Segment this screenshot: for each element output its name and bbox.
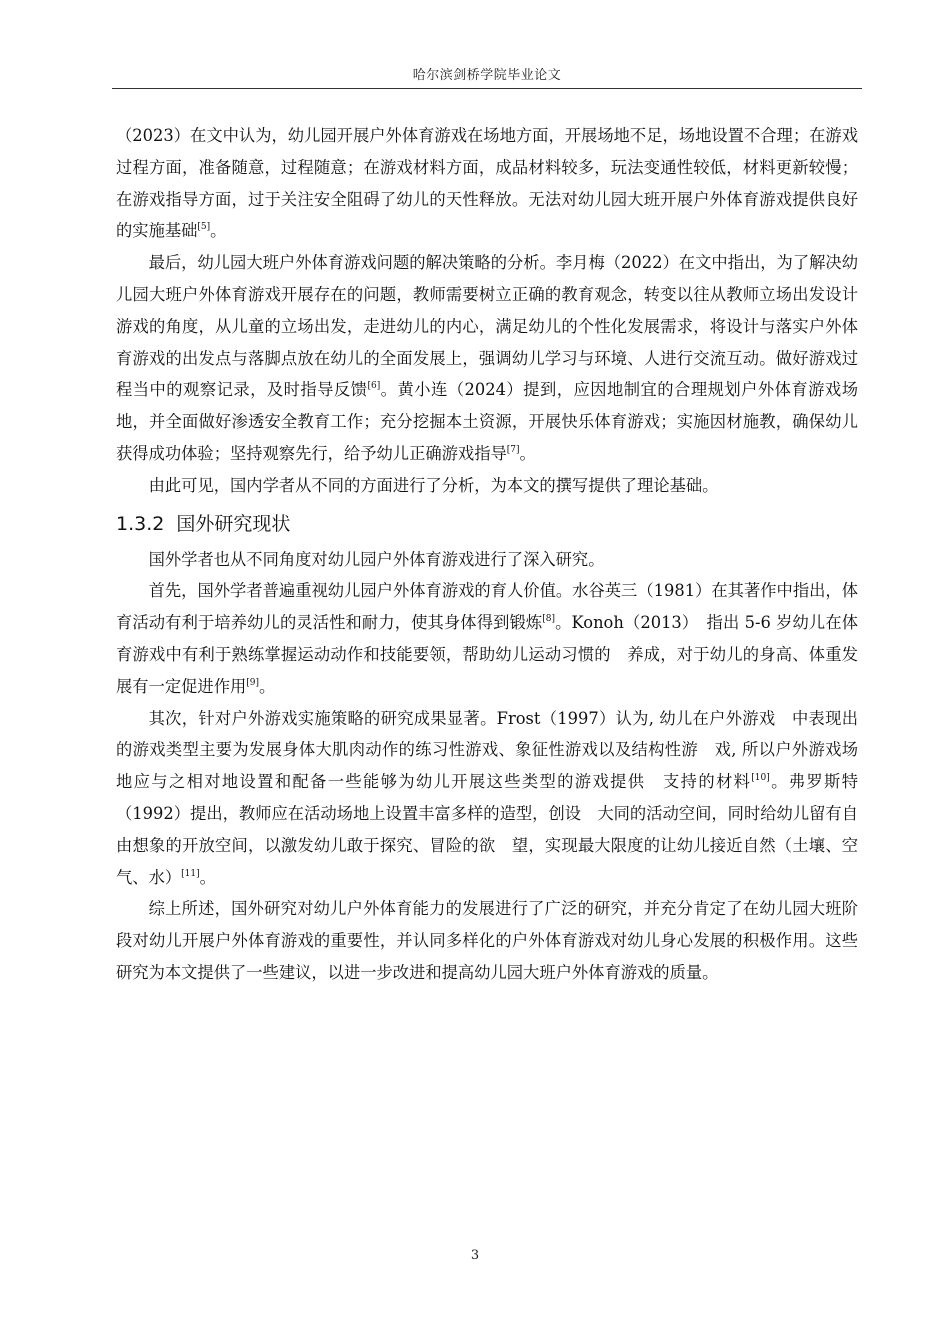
paragraph-solutions xyxy=(116,247,858,470)
page-header: 哈尔滨剑桥学院毕业论文 xyxy=(412,68,562,83)
body-content xyxy=(116,120,858,989)
paragraph-text: （2023）在文中认为，幼儿园开展户外体育游戏在场地方面，开展场地不足，场地设置不合理；在游戏过程方面，准备随意，过程随意；在游戏材料方面，成品材料较多，玩法变通性较低，材料更新较慢；在游戏指导方面，过于关注安全阻碍了幼儿的天性释放。无法对幼儿园大班开展户外体育游戏提供良好的实施基础 xyxy=(116,126,858,241)
paragraph-tail: 。 xyxy=(199,867,216,887)
page-number: 3 xyxy=(470,1248,480,1263)
paragraph-text: 由此可见，国内学者从不同的方面进行了分析，为本文的撰写提供了理论基础。 xyxy=(148,475,719,495)
paragraph-intro-foreign xyxy=(116,544,858,576)
paragraph-conclusion xyxy=(116,893,858,988)
section-heading xyxy=(116,508,858,540)
paragraph-summary-domestic xyxy=(116,470,858,502)
citation-ref: [10] xyxy=(751,773,770,784)
paragraph-strategies xyxy=(116,703,858,894)
header-divider xyxy=(112,88,862,89)
paragraph-text: 首先，国外学者普遍重视幼儿园户外体育游戏的育人价值。水谷英三（1981）在其著作中指出，体育活动有利于培养幼儿的灵活性和耐力，使其身体得到锻炼 xyxy=(116,581,858,633)
paragraph-tail: 。 xyxy=(519,443,536,463)
section-title: 国外研究现状 xyxy=(176,512,291,535)
citation-ref: [7] xyxy=(506,444,520,455)
citation-ref: [6] xyxy=(367,381,381,392)
paragraph-tail: 。 xyxy=(210,221,227,241)
paragraph-text: 。黄小连（2024）提到，应因地制宜的合理规划户外体育游戏场地，并全面做好渗透安全教育工作；充分挖掘本土资源，开展快乐体育游戏；实施因材施教，确保幼儿获得成功体验；坚持观察先行，给予幼儿正确游戏指导 xyxy=(116,380,858,463)
citation-ref: [11] xyxy=(181,868,200,879)
citation-ref: [9] xyxy=(246,677,260,688)
paragraph-tail: 。 xyxy=(259,676,276,696)
paragraph-text: 。Konoh（2013） 指出 5-6 岁幼儿在体育游戏中有利于熟练掌握运动动作和技能要领，帮助幼儿运动习惯的 养成，对于幼儿的身高、体重发展有一定促进作用 xyxy=(116,613,858,696)
paragraph-continuation xyxy=(116,120,858,247)
citation-ref: [5] xyxy=(197,222,211,233)
paragraph-text: 综上所述，国外研究对幼儿户外体育能力的发展进行了广泛的研究，并充分肯定了在幼儿园大班阶段对幼儿开展户外体育游戏的重要性，并认同多样化的户外体育游戏对幼儿身心发展的积极作用。这些研究为本文提供了一些建议，以进一步改进和提高幼儿园大班户外体育游戏的质量。 xyxy=(116,899,858,982)
paragraph-text: 最后，幼儿园大班户外体育游戏问题的解决策略的分析。李月梅（2022）在文中指出，为了解决幼儿园大班户外体育游戏开展存在的问题，教师需要树立正确的教育观念，转变以往从教师立场出发设计游戏的角度，从儿童的立场出发，走进幼儿的内心，满足幼儿的个性化发展需求，将设计与落实户外体育游戏的出发点与落脚点放在幼儿的全面发展上，强调幼儿学习与环境、人进行交流互动。做好游戏过程当中的观察记录，及时指导反馈 xyxy=(116,253,858,400)
paragraph-text: 国外学者也从不同角度对幼儿园户外体育游戏进行了深入研究。 xyxy=(148,549,605,569)
citation-ref: [8] xyxy=(542,614,556,625)
section-number: 1.3.2 xyxy=(116,512,165,535)
paragraph-text: 。弗罗斯特（1992）提出，教师应在活动场地上设置丰富多样的造型，创设 大同的活动空间，同时给幼儿留有自由想象的开放空间，以激发幼儿敢于探究、冒险的欲 望，实现最大限度的让幼儿接近自然（土壤、空气、水） xyxy=(116,772,858,887)
paragraph-text: 其次，针对户外游戏实施策略的研究成果显著。Frost（1997）认为, 幼儿在户外游戏 中表现出的游戏类型主要为发展身体大肌肉动作的练习性游戏、象征性游戏以及结构性游 戏, 所以户外游戏场地应与之相对地设置和配备一些能够为幼儿开展这些类型的游戏提供 支持的材料 xyxy=(116,708,858,792)
paragraph-educational-value xyxy=(116,575,858,702)
